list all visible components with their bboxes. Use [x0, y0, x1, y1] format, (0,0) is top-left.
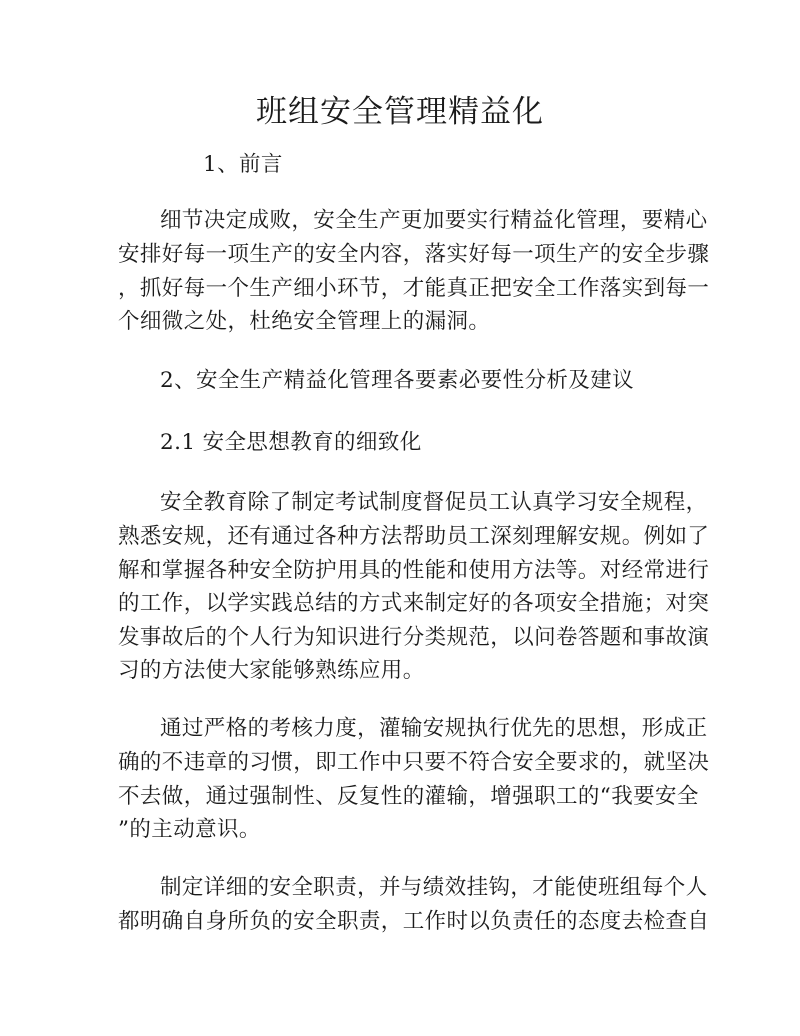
paragraph-line: 安全教育除了制定考试制度督促员工认真学习安全规程，	[160, 490, 708, 515]
paragraph-line: ，抓好每一个生产细小环节，才能真正把安全工作落实到每一	[118, 276, 710, 301]
document-title: 班组安全管理精益化	[256, 94, 544, 130]
paragraph-line: 个细微之处，杜绝安全管理上的漏洞。	[118, 309, 491, 334]
paragraph-line: 发事故后的个人行为知识进行分类规范，以问卷答题和事故演	[118, 625, 710, 650]
paragraph-line: 制定详细的安全职责，并与绩效挂钩，才能使班组每个人	[160, 875, 708, 900]
section-heading-preface: 1、前言	[203, 152, 283, 177]
section-heading-education: 2.1 安全思想教育的细致化	[160, 430, 422, 455]
section-heading-analysis: 2、安全生产精益化管理各要素必要性分析及建议	[160, 368, 634, 393]
paragraph-line: 熟悉安规，还有通过各种方法帮助员工深刻理解安规。例如了	[118, 524, 710, 549]
paragraph-line: 习的方法使大家能够熟练应用。	[118, 658, 425, 683]
paragraph-line: ”的主动意识。	[118, 817, 261, 842]
paragraph-line: 不去做，通过强制性、反复性的灌输，增强职工的“我要安全	[118, 784, 699, 809]
paragraph-line: 安排好每一项生产的安全内容，落实好每一项生产的安全步骤	[118, 242, 710, 267]
paragraph-line: 都明确自身所负的安全职责，工作时以负责任的态度去检查自	[118, 909, 710, 934]
paragraph-line: 的工作，以学实践总结的方式来制定好的各项安全措施；对突	[118, 591, 710, 616]
paragraph-line: 细节决定成败，安全生产更加要实行精益化管理，要精心	[160, 208, 708, 233]
paragraph-line: 解和掌握各种安全防护用具的性能和使用方法等。对经常进行	[118, 558, 710, 583]
paragraph-line: 通过严格的考核力度，灌输安规执行优先的思想，形成正	[160, 716, 708, 741]
paragraph-line: 确的不违章的习惯，即工作中只要不符合安全要求的，就坚决	[118, 750, 710, 775]
